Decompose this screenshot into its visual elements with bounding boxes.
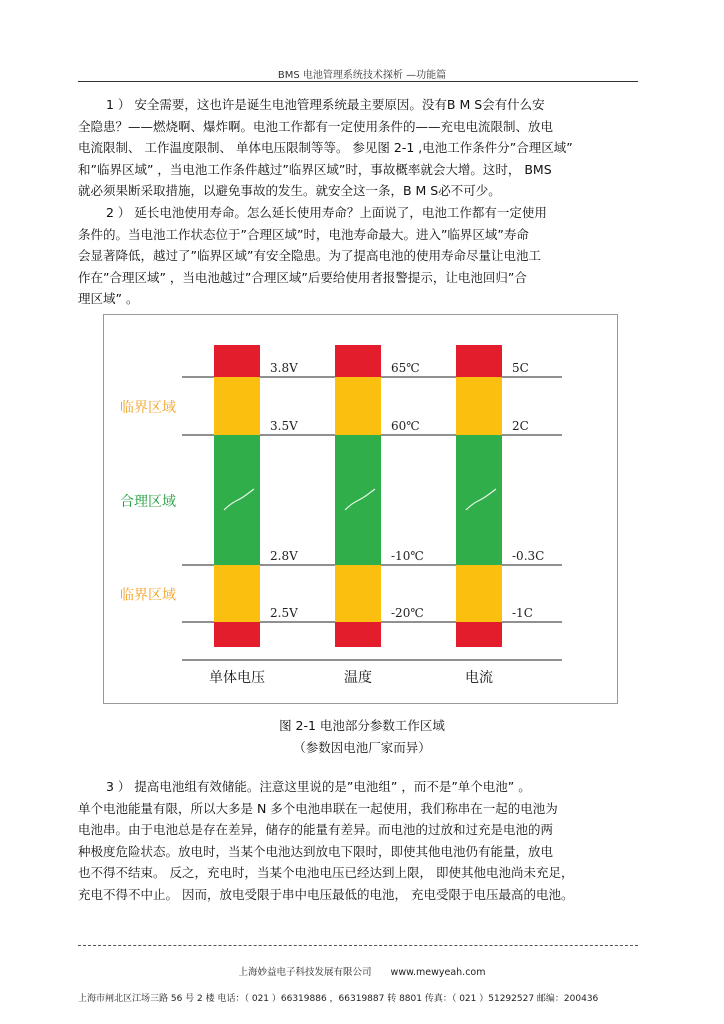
- zone-label: 临界区域: [120, 587, 176, 604]
- limit-label: 5C: [512, 361, 529, 375]
- footer-website[interactable]: www.mewyeah.com: [390, 967, 486, 978]
- text-line: 充电不得不中止。 因而，放电受限于串中电压最低的电池， 充电受限于电压最高的电池。: [78, 886, 574, 902]
- battery-zone-figure: [103, 314, 618, 704]
- text-line: 1 ） 安全需要，这也许是诞生电池管理系统最主要原因。没有B M S会有什么安: [106, 97, 545, 112]
- column-name: 电流: [465, 670, 493, 686]
- limit-label: 65℃: [391, 361, 420, 375]
- footer-address: 上海市闸北区江场三路 56 号 2 楼 电话：（ 021 ）66319886 ，66319887 转 8801 传真：（ 021 ）51292527 邮编：200436: [78, 994, 599, 1004]
- zone-bar-segment: [456, 377, 502, 435]
- paragraph-3: [78, 776, 648, 906]
- text-line: 3 ） 提高电池组有效储能。注意这里说的是”电池组” ，而不是”单个电池” 。: [106, 779, 531, 794]
- zone-bar-segment: [335, 377, 381, 435]
- page-header: BMS 电池管理系统技术探析 —功能篇: [277, 70, 447, 81]
- limit-label: -10℃: [391, 549, 424, 563]
- zone-bar-segment: [214, 345, 260, 377]
- text-line: 和”临界区域” ，当电池工作条件越过”临界区域”时，事故概率就会大增。这时， BMS: [78, 161, 552, 177]
- zone-bar-segment: [456, 622, 502, 647]
- paragraph-2: [78, 202, 648, 310]
- limit-label: 2.5V: [270, 606, 298, 620]
- limit-label: 3.5V: [270, 419, 298, 433]
- zone-bar-segment: [335, 565, 381, 622]
- zone-label: 临界区域: [120, 400, 176, 416]
- text-line: 种极度危险状态。放电时，当某个电池达到放电下限时，即使其他电池仍有能量，放电: [78, 843, 554, 859]
- zone-bar-segment: [456, 565, 502, 622]
- column-name: 温度: [344, 670, 372, 686]
- limit-label: -1C: [512, 606, 533, 620]
- column-name: 单体电压: [209, 670, 265, 686]
- footer-rule: [78, 945, 638, 946]
- text-line: 作在”合理区域” ，当电池越过”合理区域”后要给使用者报警提示，让电池回归”合: [78, 269, 527, 285]
- figure-caption: 图 2-1 电池部分参数工作区域: [279, 718, 445, 733]
- paragraph-1: [78, 94, 648, 202]
- limit-label: 60℃: [391, 419, 420, 433]
- text-line: 电池串。由于电池总是存在差异，储存的能量有差异。而电池的过放和过充是电池的两: [78, 822, 554, 838]
- text-line: 全隐患？——燃烧啊、爆炸啊。电池工作都有一定使用条件的——充电电流限制、放电: [78, 118, 554, 134]
- zone-bar-segment: [335, 345, 381, 377]
- text-line: 会显著降低，越过了”临界区域”有安全隐患。为了提高电池的使用寿命尽量让电池工: [78, 248, 541, 264]
- limit-label: 2.8V: [270, 549, 298, 563]
- zone-label: 合理区域: [120, 494, 176, 510]
- text-line: 就必须果断采取措施，以避免事故的发生。就安全这一条，B M S必不可少。: [78, 183, 501, 199]
- text-line: 理区域” 。: [78, 291, 139, 307]
- footer-company-line: [0, 964, 724, 978]
- text-line: 2 ） 延长电池使用寿命。怎么延长使用寿命？上面说了，电池工作都有一定使用: [106, 205, 547, 220]
- header-rule: [78, 81, 638, 82]
- footer-company: 上海妙益电子科技发展有限公司: [238, 967, 372, 978]
- text-line: 也不得不结束。 反之，充电时，当某个电池电压已经达到上限， 即使其他电池尚未充足，: [78, 865, 574, 881]
- zone-bar-segment: [214, 377, 260, 435]
- battery-zone-diagram: [104, 315, 619, 705]
- zone-bar-segment: [335, 622, 381, 647]
- figure-caption-note: （参数因电池厂家而异）: [293, 740, 431, 755]
- zone-bar-segment: [456, 345, 502, 377]
- limit-label: 3.8V: [270, 361, 298, 375]
- text-line: 单个电池能量有限，所以大多是 N 多个电池串联在一起使用，我们称串在一起的电池为: [78, 800, 558, 816]
- text-line: 条件的。当电池工作状态位于”合理区域”时，电池寿命最大。进入”临界区域”寿命: [78, 226, 529, 242]
- limit-label: -20℃: [391, 606, 424, 620]
- zone-bar-segment: [214, 565, 260, 622]
- limit-label: 2C: [512, 419, 529, 433]
- text-line: 电流限制、 工作温度限制、 单体电压限制等等。 参见图 2-1 ,电池工作条件分”合理区域”: [78, 140, 573, 156]
- zone-bar-segment: [214, 622, 260, 647]
- limit-label: -0.3C: [512, 549, 545, 563]
